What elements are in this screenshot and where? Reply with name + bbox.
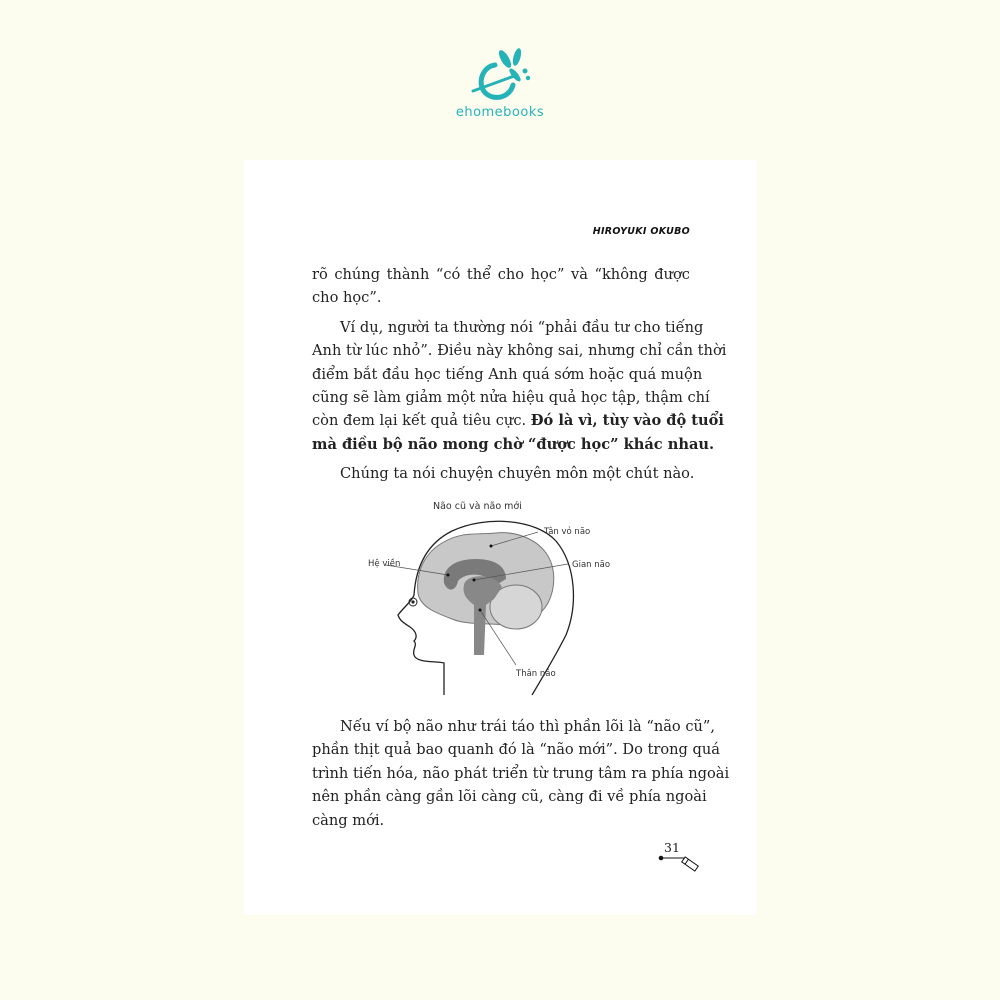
text-normal: còn đem lại kết quả tiêu cực. [312, 412, 531, 430]
figure-title: Não cũ và não mới [433, 501, 522, 512]
text-line: Chúng ta nói chuyện chuyên môn một chút nào. [340, 465, 695, 483]
label-cortex: Tân vỏ não [544, 527, 591, 537]
text-line: càng mới. [312, 811, 385, 829]
book-page [244, 160, 756, 915]
text-bold: mà điều bộ não mong chờ “được học” khác nhau. [312, 435, 715, 453]
page-number: 31 [664, 840, 680, 855]
paragraph-1 [312, 263, 727, 486]
paragraph-4 [312, 715, 730, 832]
head-brain-illustration [356, 495, 656, 700]
text-line: Anh từ lúc nhỏ”. Điều này không sai, nhưng chỉ cần thời [312, 342, 727, 360]
text-line: điểm bắt đầu học tiếng Anh quá sớm hoặc quá muộn [312, 365, 703, 383]
label-brainstem: Thân não [516, 669, 556, 679]
text-line: phần thịt quả bao quanh đó là “não mới”. Do trong quá [312, 741, 720, 759]
label-diencephalon: Gian não [572, 560, 611, 570]
ehomebooks-logo [440, 45, 560, 130]
text-line [312, 433, 715, 456]
text-line: nên phần càng gần lõi càng cũ, càng đi về phía ngoài [312, 788, 707, 806]
text-bold: Đó là vì, tùy vào độ tuổi [530, 412, 724, 430]
text-line: rõ chúng thành “có thể cho học” và “không được [312, 266, 690, 283]
text-line: cho học”. [312, 289, 382, 307]
dragonfly-logo-icon [465, 45, 535, 107]
text-line [312, 409, 724, 432]
text-line: trình tiến hóa, não phát triển từ trung tâm ra phía ngoài [312, 764, 730, 782]
label-limbic-system: Hệ viền [368, 559, 401, 569]
pencil-icon [658, 854, 702, 874]
text-line: Nếu ví bộ não như trái táo thì phần lõi là “não cũ”, [340, 718, 716, 735]
brain-diagram [356, 495, 656, 700]
running-header-author: HIROYUKI OKUBO [592, 226, 690, 237]
text-line: cũng sẽ làm giảm một nửa hiệu quả học tập, thậm chí [312, 388, 710, 406]
logo-text: ehomebooks [455, 105, 545, 120]
text-line: Ví dụ, người ta thường nói “phải đầu tư cho tiếng [340, 318, 704, 336]
